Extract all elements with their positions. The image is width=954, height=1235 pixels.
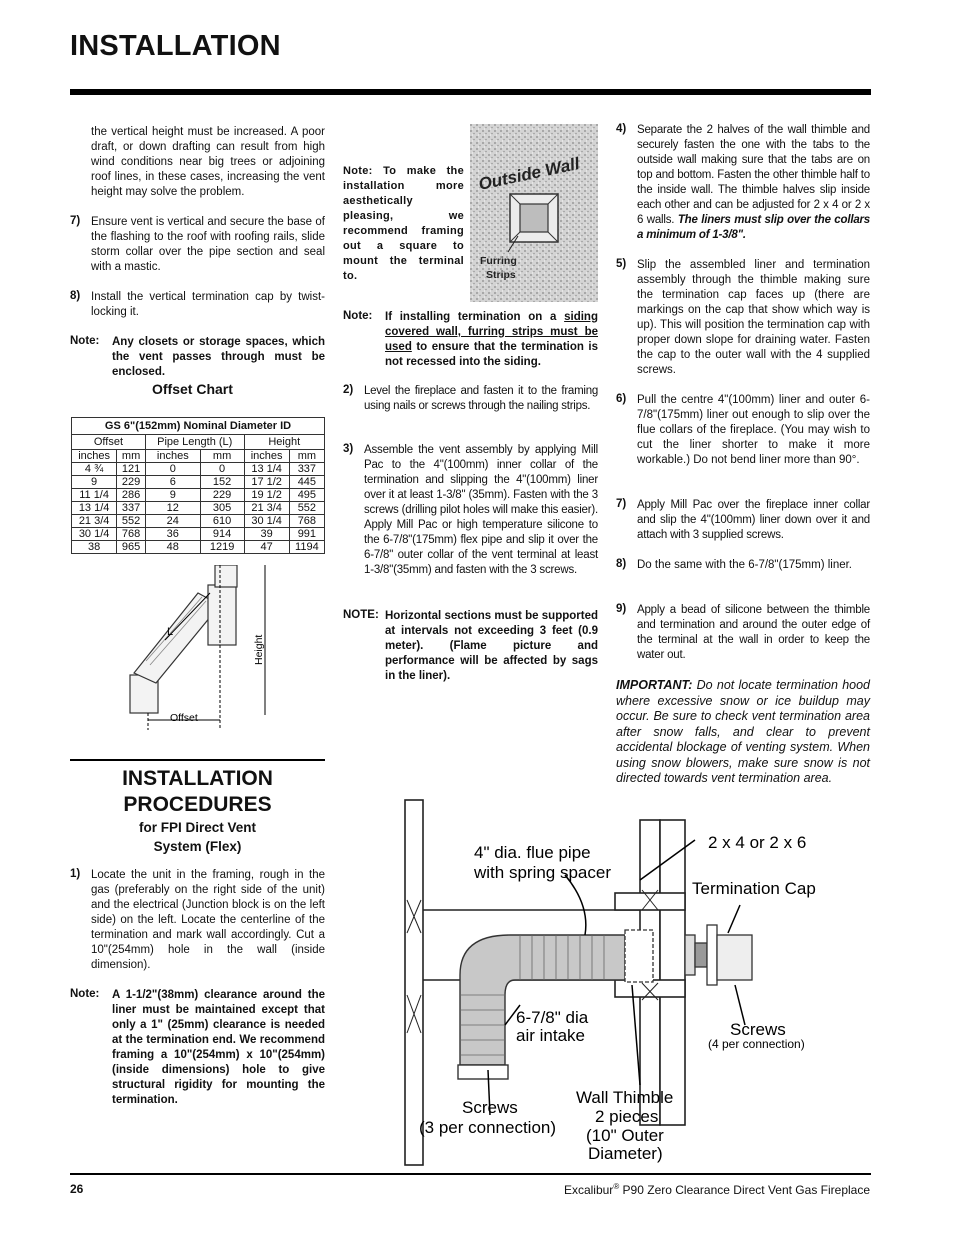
table-cell: 0 — [145, 463, 200, 476]
offset-table-body — [72, 463, 325, 554]
step-number: 3) — [343, 443, 354, 455]
step-4 — [616, 123, 870, 243]
note-text-underlined: siding covered wall, furring strips must be used — [385, 311, 598, 353]
screws-right-sublabel: (4 per connection) — [708, 1037, 805, 1051]
table-cell: 768 — [117, 528, 146, 541]
table-group-header: Offset — [72, 435, 146, 450]
table-cell: 21 3/4 — [244, 502, 289, 515]
table-cell: 39 — [244, 528, 289, 541]
table-cell: 30 1/4 — [244, 515, 289, 528]
table-cell: 21 3/4 — [72, 515, 117, 528]
furring-label-1: Furring — [480, 255, 517, 267]
screws-left-label: Screws — [462, 1098, 518, 1117]
step-6 — [616, 393, 870, 483]
note-text-start: If installing termination on a — [385, 311, 565, 323]
step-number: 4) — [616, 123, 627, 135]
termination-cap-label: Termination Cap — [692, 879, 816, 898]
outside-wall-illustration — [470, 124, 598, 302]
offset-label: Offset — [170, 712, 198, 724]
step-3 — [343, 443, 598, 593]
step-text: Install the vertical termination cap by twist-locking it. — [91, 291, 325, 318]
important-text: Do not locate termination hood where excessive snow or ice buildup may occur. Be sure to check vent termination area after snow falls, and clear to prevent accidental blockage of venting system. When using snow blowers, make sure snow is not directed towards vent termination area. — [616, 678, 870, 785]
important-note — [616, 678, 870, 787]
table-cell: 36 — [145, 528, 200, 541]
section-subtitle-line-2: System (Flex) — [153, 839, 242, 854]
section-subtitle — [70, 818, 325, 856]
step-text: Level the fireplace and fasten it to the framing using nails or screws through the nailing strips. — [364, 385, 598, 412]
note-text: Any closets or storage spaces, which the vent passes through must be enclosed. — [112, 336, 325, 378]
thimble-label-3: (10" Outer — [586, 1126, 664, 1145]
step-number: 9) — [616, 603, 627, 615]
table-row — [72, 541, 325, 554]
table-cell: 13 1/4 — [72, 502, 117, 515]
table-cell: 229 — [117, 476, 146, 489]
step-text: Ensure vent is vertical and secure the base of the flashing to the roof with roofing rails, slide storm collar over the pipe section and seal with a mastic. — [91, 216, 325, 273]
step-9 — [616, 603, 870, 663]
lumber-label: 2 x 4 or 2 x 6 — [708, 833, 807, 852]
table-unit-header: inches — [244, 450, 289, 463]
table-cell: 552 — [289, 502, 324, 515]
table-cell: 286 — [117, 489, 146, 502]
table-cell: 229 — [200, 489, 244, 502]
thimble-label-1: Wall Thimble — [576, 1088, 674, 1107]
square-note: Note: To make the installation more aesthetically pleasing, we recommend framing out a square to mount the terminal to. — [343, 165, 464, 282]
table-cell: 1219 — [200, 541, 244, 554]
step-7 — [616, 498, 870, 543]
l-label: L — [167, 626, 174, 638]
screws-left-sublabel: (3 per connection) — [419, 1118, 557, 1137]
table-cell: 610 — [200, 515, 244, 528]
footer-rule — [70, 1173, 871, 1175]
table-cell: 552 — [117, 515, 146, 528]
table-row — [72, 528, 325, 541]
table-cell: 9 — [72, 476, 117, 489]
footer-brand: Excalibur — [563, 1183, 614, 1197]
table-row — [72, 515, 325, 528]
procedure-col2 — [343, 310, 598, 684]
table-cell: 495 — [289, 489, 324, 502]
footer-product: P90 Zero Clearance Direct Vent Gas Fireplace — [619, 1183, 870, 1197]
footer-title — [564, 1182, 870, 1197]
step-number: 5) — [616, 258, 627, 270]
flue-pipe-label-1: 4" dia. flue pipe — [474, 843, 591, 862]
table-cell: 445 — [289, 476, 324, 489]
air-intake-label-2: air intake — [516, 1026, 585, 1045]
note-label: Note: — [343, 310, 373, 322]
procedure-col1 — [70, 868, 325, 1108]
step-number: 8) — [70, 290, 81, 302]
table-cell: 12 — [145, 502, 200, 515]
step-text: Slip the assembled liner and termination assembly through the thimble making sure the termination cap faces up (there are markings on the cap that show which way is up). This will position the termination cap with proper down slope for draining water. Fasten the cap to the outer wall with the 4 supplied screws. — [637, 259, 870, 376]
table-cell: 17 1/2 — [244, 476, 289, 489]
screws-right-label: Screws — [730, 1020, 786, 1039]
table-group-header: Height — [244, 435, 324, 450]
step-text: Assemble the vent assembly by applying Mill Pac to the 4"(100mm) inner collar of the termination and slipping the 4"(100mm) liner over it at least 1-3/8" (35mm). Fasten with the 3 screws (drilling pilot holes will make this easier). Apply Mill Pac or high temperature silicone to the 6-7/8"(175mm) flex pipe and slip it over the 6-7/8" outer collar of the vent terminal at least 1-3/8"(35mm) and fasten with the 3 screws. — [364, 444, 598, 576]
note-text — [385, 310, 598, 370]
step-text: Pull the centre 4"(100mm) liner and outer 6-7/8"(175mm) liner out enough to slip over the flue collars of the fireplace. (You may wish to cut the liner shorter to make it more workable.) Do not bend liner more than 90°. — [637, 394, 870, 466]
table-unit-header: mm — [289, 450, 324, 463]
table-cell: 914 — [200, 528, 244, 541]
table-cell: 337 — [289, 463, 324, 476]
table-cell: 9 — [145, 489, 200, 502]
table-cell: 0 — [200, 463, 244, 476]
table-cell: 48 — [145, 541, 200, 554]
closet-note — [70, 335, 325, 380]
clearance-note — [70, 988, 325, 1108]
step-number: 6) — [616, 393, 627, 405]
outside-wall-label: Outside Wall — [476, 153, 582, 194]
siding-note — [343, 310, 598, 370]
table-cell: 305 — [200, 502, 244, 515]
table-group-header: Pipe Length (L) — [145, 435, 244, 450]
flex-liner — [458, 935, 625, 1079]
step-4-emphasis: The liners must slip over the collars a minimum of 1-3/8". — [637, 214, 870, 241]
step-4-text: Separate the 2 halves of the wall thimble and securely fasten the one with the tabs to the outside wall making sure that the tabs are on top and bottom. Fasten the other thimble half to the inside wall. The thimble halves slip inside each other and can be adjusted for 2 x 4 or 2 x 6 walls. — [637, 124, 870, 226]
step-5 — [616, 258, 870, 378]
step-8 — [616, 558, 870, 588]
table-cell: 965 — [117, 541, 146, 554]
table-row — [72, 502, 325, 515]
note-text: A 1-1/2"(38mm) clearance around the liner must be maintained except that only a 1" (25mm) clearance is needed at the termination end. We recommend framing a 10"(254mm) x 10"(254mm) (inside dimensions) hole to give structural rigidity for mounting the termination. — [112, 989, 325, 1106]
step-text: Apply Mill Pac over the fireplace inner collar and slip the 4"(100mm) liner down over it and attach with 3 supplied screws. — [637, 499, 870, 541]
table-cell: 11 1/4 — [72, 489, 117, 502]
table-unit-header: inches — [145, 450, 200, 463]
step-8 — [70, 290, 325, 320]
step-2 — [343, 384, 598, 429]
note-text-end: to ensure that the termination is not recessed into the siding. — [385, 341, 598, 368]
table-cell: 38 — [72, 541, 117, 554]
horizontal-note — [343, 609, 598, 684]
termination-opening — [520, 204, 548, 232]
furring-label-2: Strips — [486, 269, 516, 281]
procedure-col3 — [616, 123, 870, 787]
height-label: Height — [253, 634, 265, 665]
header-rule — [70, 89, 871, 95]
air-intake-label-1: 6-7/8" dia — [516, 1008, 589, 1027]
termination-assembly-diagram — [340, 795, 872, 1170]
table-row — [72, 489, 325, 502]
termination-cap — [685, 925, 752, 985]
step-text — [637, 123, 870, 243]
table-cell: 19 1/2 — [244, 489, 289, 502]
table-cell: 1194 — [289, 541, 324, 554]
intro-paragraph: the vertical height must be increased. A poor draft, or down drafting can result from high wind conditions near big trees or adjoining roof lines, in these cases, increasing the vent height may solve the problem. — [91, 126, 325, 198]
table-cell: 4 ¾ — [72, 463, 117, 476]
registered-mark: ® — [613, 1182, 620, 1191]
table-unit-header: inches — [72, 450, 117, 463]
table-cell: 30 1/4 — [72, 528, 117, 541]
section-subtitle-line-1: for FPI Direct Vent — [138, 820, 257, 835]
thimble-label-4: Diameter) — [588, 1144, 663, 1163]
step-number: 7) — [70, 215, 81, 227]
note-label: Note: — [70, 988, 100, 1000]
step-1 — [70, 868, 325, 973]
page-number: 26 — [70, 1182, 84, 1196]
pipe-drawing — [130, 565, 237, 713]
step-number: 2) — [343, 384, 354, 396]
section-title — [70, 766, 325, 818]
step-number: 8) — [616, 558, 627, 570]
thimble-label-2: 2 pieces — [595, 1107, 659, 1126]
step-text: Locate the unit in the framing, rough in the gas (preferably on the right side of the unit) and the electrical (Junction block is on the left side) on the left. Locate the centerline of the termination and mark wall accordingly. Cut a 10"(254mm) hole in the wall (inside dimension). — [91, 869, 325, 971]
section-title-line-1: INSTALLATION — [122, 767, 273, 790]
table-row — [72, 463, 325, 476]
wall-thimble — [625, 930, 653, 982]
table-unit-header: mm — [200, 450, 244, 463]
table-cell: 337 — [117, 502, 146, 515]
table-cell: 991 — [289, 528, 324, 541]
table-title: GS 6"(152mm) Nominal Diameter ID — [72, 418, 325, 435]
note-label: Note: — [70, 335, 100, 347]
table-cell: 13 1/4 — [244, 463, 289, 476]
offset-table — [71, 417, 325, 554]
step-number: 1) — [70, 868, 81, 880]
page-title: INSTALLATION — [70, 30, 281, 62]
column-left — [70, 125, 325, 380]
table-cell: 152 — [200, 476, 244, 489]
offset-chart-title: Offset Chart — [152, 381, 233, 397]
table-unit-header: mm — [117, 450, 146, 463]
table-cell: 47 — [244, 541, 289, 554]
section-rule — [70, 759, 325, 761]
note-label: NOTE: — [343, 609, 379, 621]
step-text: Apply a bead of silicone between the thimble and termination and around the outer edge of the terminal at the wall in order to keep the water out. — [637, 604, 870, 661]
step-text: Do the same with the 6-7/8"(175mm) liner. — [637, 559, 853, 571]
table-cell: 6 — [145, 476, 200, 489]
section-title-line-2: PROCEDURES — [123, 793, 272, 816]
table-cell: 121 — [117, 463, 146, 476]
table-row — [72, 476, 325, 489]
step-7 — [70, 215, 325, 275]
table-cell: 768 — [289, 515, 324, 528]
flue-pipe-label-2: with spring spacer — [474, 863, 612, 882]
step-number: 7) — [616, 498, 627, 510]
note-text: Horizontal sections must be supported at intervals not exceeding 3 feet (0.9 meter). (Flame picture and performance will be affected by sags in the liner). — [385, 610, 598, 682]
table-cell: 24 — [145, 515, 200, 528]
important-label: IMPORTANT: — [616, 678, 693, 692]
offset-pipe-diagram — [110, 565, 290, 740]
